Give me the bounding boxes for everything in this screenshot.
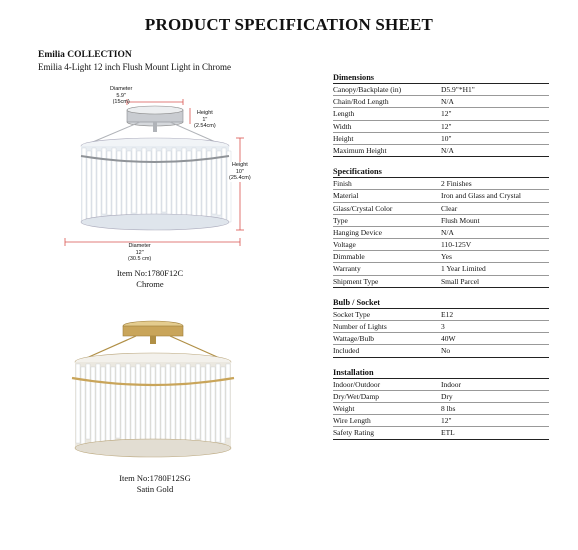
spec-row	[333, 145, 549, 157]
spec-value: N/A	[441, 227, 454, 237]
item-finish: Satin Gold	[136, 484, 174, 494]
spec-value: Flush Mount	[441, 215, 480, 225]
spec-value: 1 Year Limited	[441, 264, 486, 274]
spec-row	[333, 251, 549, 263]
spec-label: Wire Length	[333, 416, 371, 426]
spec-value: Dry	[441, 391, 453, 401]
spec-label: Chain/Rod Length	[333, 97, 389, 107]
spec-value: 12"	[441, 121, 452, 131]
spec-value: Yes	[441, 252, 452, 262]
spec-label: Included	[333, 346, 360, 356]
spec-value: D5.9"*H1"	[441, 85, 475, 94]
dim-diameter-top: Diameter 5.9" (15cm)	[110, 86, 133, 105]
spec-label: Warranty	[333, 264, 361, 274]
spec-label: Length	[333, 109, 355, 119]
spec-value: 8 lbs	[441, 403, 456, 413]
dim-height-total: Height 10" (25.4cm)	[229, 162, 251, 181]
spec-row	[333, 391, 549, 403]
page-title: PRODUCT SPECIFICATION SHEET	[144, 15, 434, 34]
spec-label: Maximum Height	[333, 145, 387, 155]
spec-value: Clear	[441, 203, 458, 213]
spec-value: ETL	[441, 428, 455, 438]
spec-label: Socket Type	[333, 309, 371, 319]
spec-value: 3	[441, 322, 445, 331]
spec-row	[333, 227, 549, 239]
spec-label: Shipment Type	[333, 276, 379, 286]
dim-height-canopy: Height 1" (2.54cm)	[194, 110, 216, 129]
spec-row	[333, 321, 549, 333]
spec-value: 40W	[441, 334, 456, 344]
item-number: Item No:1780F12SG	[119, 473, 191, 483]
spec-row	[333, 121, 549, 133]
spec-value: 10"	[441, 133, 452, 143]
spec-row	[333, 190, 549, 202]
spec-row	[333, 427, 549, 439]
collection-name: Emilia COLLECTION	[38, 50, 132, 60]
spec-label: Wattage/Bulb	[333, 334, 375, 344]
item-caption-chrome	[80, 268, 220, 290]
spec-label: Indoor/Outdoor	[333, 379, 381, 389]
item-number: Item No:1780F12C	[116, 268, 184, 278]
spec-label: Voltage	[333, 240, 356, 250]
spec-label: Glass/Crystal Color	[333, 203, 393, 213]
spec-row	[333, 263, 549, 275]
spec-row	[333, 379, 549, 391]
product-image-satin-gold	[58, 312, 248, 467]
spec-section-installation	[333, 368, 549, 440]
spec-row	[333, 276, 549, 288]
spec-value: No	[441, 346, 451, 356]
spec-label: Material	[333, 191, 359, 201]
product-subtitle: Emilia 4-Light 12 inch Flush Mount Light in Chrome	[38, 62, 231, 72]
spec-label: Hanging Device	[333, 227, 382, 237]
spec-label: Number of Lights	[333, 322, 387, 331]
dim-diameter-bottom: Diameter 12" (30.5 cm)	[128, 243, 152, 262]
spec-label: Finish	[333, 179, 352, 189]
spec-row	[333, 239, 549, 251]
spec-label: Width	[333, 121, 352, 131]
spec-label: Canopy/Backplate (in)	[333, 85, 402, 94]
spec-section-dimensions	[333, 73, 549, 157]
spec-value: E12	[441, 309, 454, 319]
spec-value: Small Parcel	[441, 276, 480, 286]
spec-row	[333, 415, 549, 427]
spec-value: N/A	[441, 145, 454, 155]
spec-row	[333, 215, 549, 227]
section-title: Specifications	[333, 167, 549, 178]
spec-row	[333, 133, 549, 145]
spec-section-bulb-socket	[333, 298, 549, 358]
spec-section-specifications	[333, 167, 549, 288]
spec-row	[333, 403, 549, 415]
section-title: Bulb / Socket	[333, 298, 549, 309]
spec-value: Indoor	[441, 379, 461, 389]
section-title: Dimensions	[333, 73, 549, 84]
item-finish: Chrome	[136, 279, 164, 289]
spec-row	[333, 333, 549, 345]
spec-row	[333, 108, 549, 120]
spec-label: Dimmable	[333, 252, 365, 262]
spec-tables	[333, 73, 549, 450]
spec-row	[333, 345, 549, 357]
spec-value: 12"	[441, 109, 452, 119]
spec-label: Safety Rating	[333, 428, 375, 438]
item-caption-satin-gold	[85, 473, 225, 495]
spec-label: Weight	[333, 403, 355, 413]
section-title: Installation	[333, 368, 549, 379]
spec-label: Dry/Wet/Damp	[333, 391, 380, 401]
spec-row	[333, 203, 549, 215]
spec-label: Height	[333, 133, 354, 143]
spec-row	[333, 178, 549, 190]
spec-row	[333, 84, 549, 96]
spec-label: Type	[333, 215, 348, 225]
spec-row	[333, 309, 549, 321]
spec-value: 12"	[441, 416, 452, 426]
spec-value: N/A	[441, 97, 454, 107]
spec-value: Iron and Glass and Crystal	[441, 191, 521, 201]
spec-value: 2 Finishes	[441, 179, 472, 189]
spec-value: 110-125V	[441, 240, 472, 250]
spec-row	[333, 96, 549, 108]
